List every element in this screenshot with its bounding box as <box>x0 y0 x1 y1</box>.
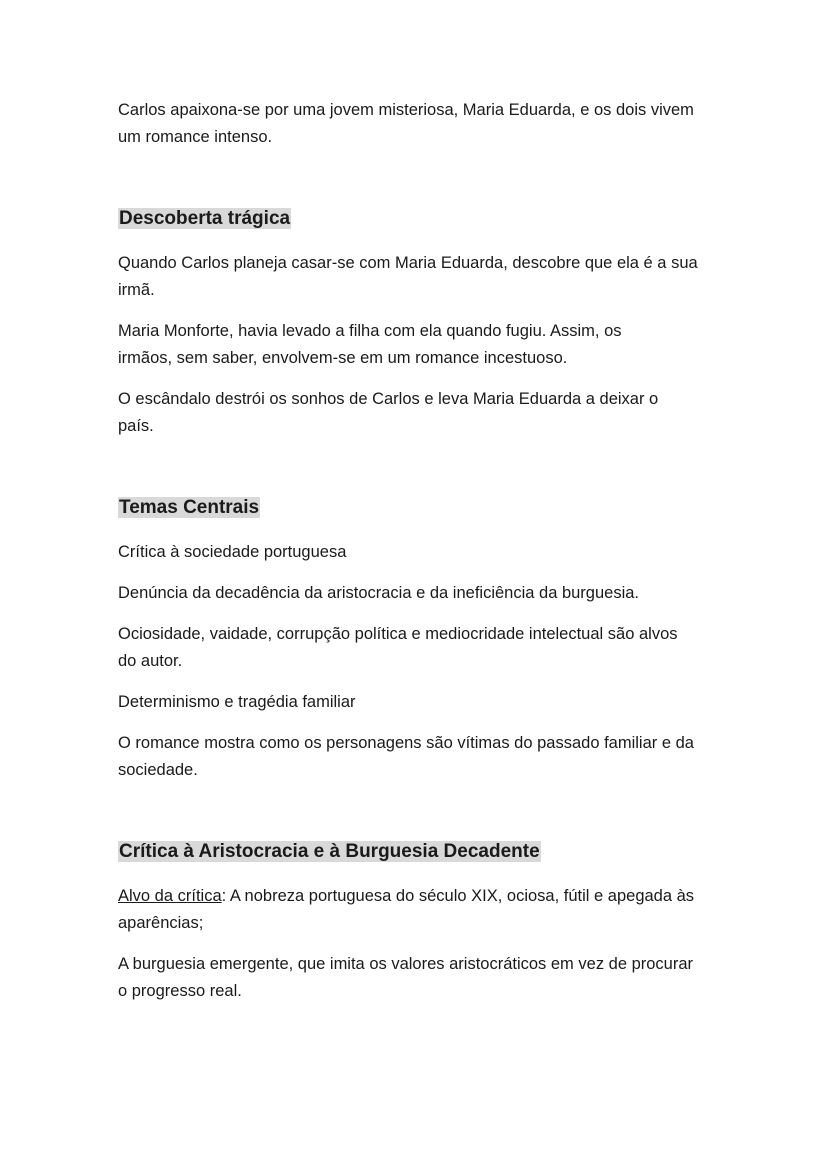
temas-paragraph-2: Denúncia da decadência da aristocracia e da ineficiência da burguesia. <box>118 584 640 602</box>
descoberta-paragraph-2: Maria Monforte, havia levado a filha com ela quando fugiu. Assim, os irmãos, sem saber, envolvem-se em um romance incestuoso. <box>118 322 622 367</box>
heading-critica-aristocracia <box>118 838 718 865</box>
temas-paragraph-5: O romance mostra como os personagens são vítimas do passado familiar e da sociedade. <box>118 734 694 779</box>
heading-descoberta-text: Descoberta trágica <box>119 208 291 229</box>
alvo-text: : A nobreza portuguesa do século XIX, ociosa, fútil e apegada às aparências; <box>118 887 695 932</box>
document-page <box>118 97 718 1005</box>
heading-temas-centrais <box>118 494 718 521</box>
heading-temas-text: Temas Centrais <box>119 497 260 518</box>
temas-paragraph-3: Ociosidade, vaidade, corrupção política e mediocridade intelectual são alvos do autor. <box>118 625 678 670</box>
temas-paragraph-4: Determinismo e tragédia familiar <box>118 693 356 711</box>
heading-descoberta-tragica <box>118 205 718 232</box>
critica-paragraph-2: A burguesia emergente, que imita os valores aristocráticos em vez de procurar o progresso real. <box>118 955 694 1000</box>
critica-alvo-paragraph <box>118 883 718 937</box>
intro-paragraph: Carlos apaixona-se por uma jovem misteriosa, Maria Eduarda, e os dois vivem um romance intenso. <box>118 101 694 146</box>
temas-paragraph-1: Crítica à sociedade portuguesa <box>118 543 347 561</box>
descoberta-paragraph-1: Quando Carlos planeja casar-se com Maria Eduarda, descobre que ela é a sua irmã. <box>118 254 698 299</box>
heading-critica-text: Crítica à Aristocracia e à Burguesia Decadente <box>119 841 540 862</box>
alvo-label: Alvo da crítica <box>118 887 222 905</box>
descoberta-paragraph-3: O escândalo destrói os sonhos de Carlos e leva Maria Eduarda a deixar o país. <box>118 390 659 435</box>
